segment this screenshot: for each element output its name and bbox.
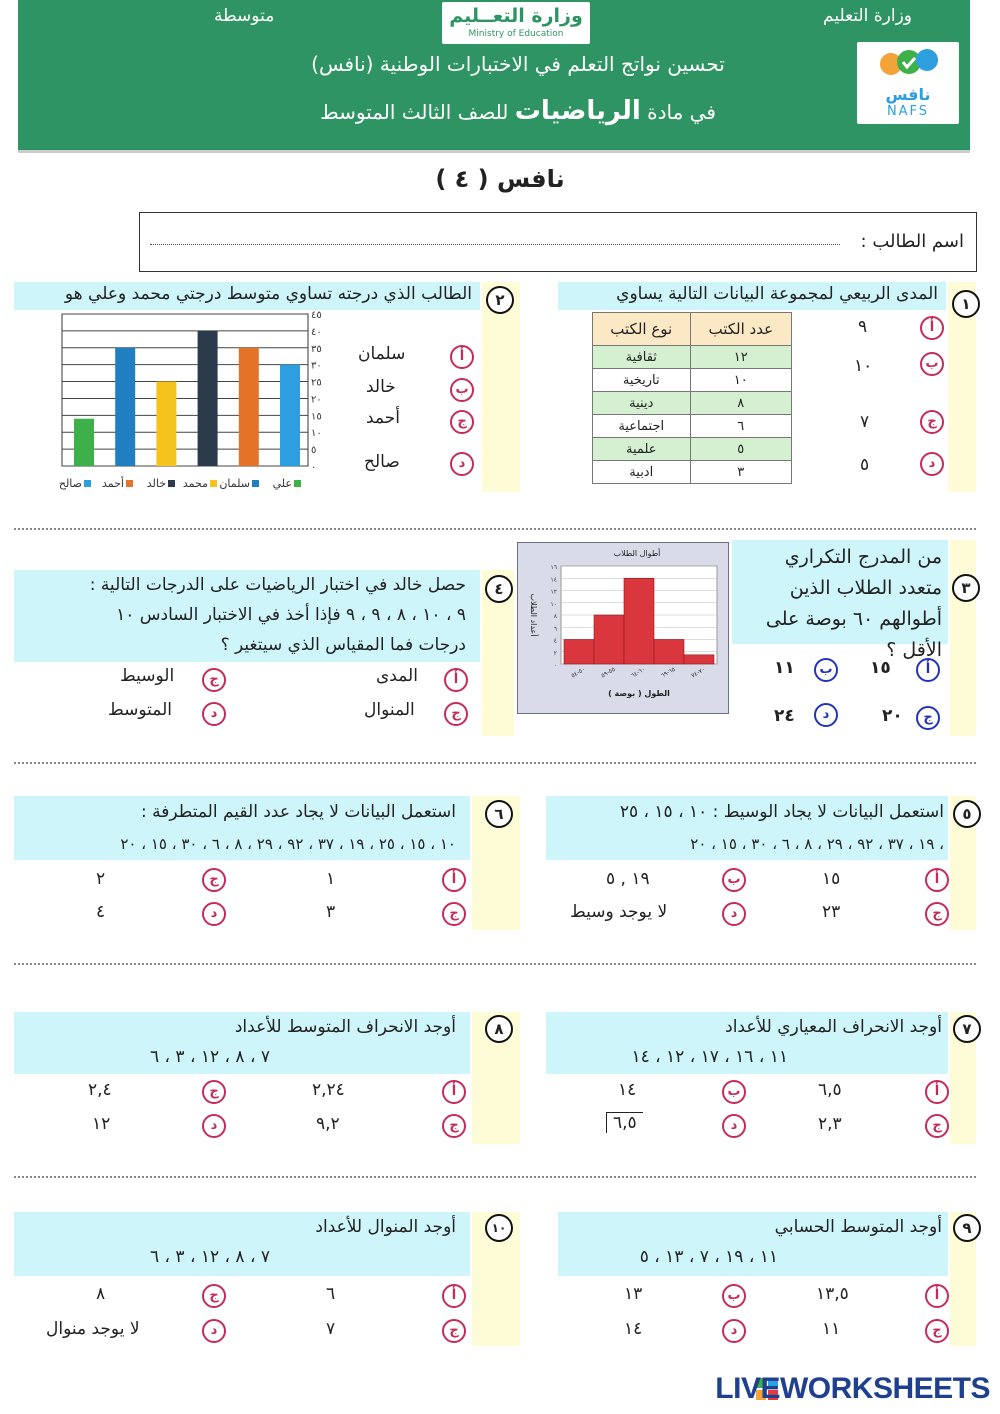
- table-row: ٨ دينية: [593, 392, 792, 415]
- q5-answer-c: ٢٣: [822, 902, 841, 922]
- q6-line2: ١٠ ، ١٥ ، ٢٥ ، ١٩ ، ٣٧ ، ٩٢ ، ٢٩ ، ٨ ، ٦ ، ٣٠ ، ١٥ ، ٢٠: [120, 835, 456, 853]
- bar-2: [156, 382, 176, 466]
- q6-option-d[interactable]: د: [202, 902, 226, 926]
- q10-answer-b: ٨: [96, 1284, 106, 1304]
- q1-answer-c: ٧: [860, 412, 870, 432]
- q6-option-a[interactable]: أ: [442, 868, 466, 892]
- q5-line2: ، ١٩ ، ٣٧ ، ٩٢ ، ٢٩ ، ٨ ، ٦ ، ٣٠ ، ١٥ ، ٢٠: [690, 835, 944, 853]
- q5-line1: استعمل البيانات لا يجاد الوسيط : ١٠ ، ١٥ ، ٢٥: [619, 802, 944, 822]
- q3-number: ٣: [952, 574, 980, 602]
- q9-option-a[interactable]: أ: [925, 1284, 949, 1308]
- q4-option-d[interactable]: د: [202, 702, 226, 726]
- q6-answer-b: ٢: [96, 869, 106, 889]
- q3-answer-c: ٢٠: [882, 706, 903, 726]
- q8-answer-d: ١٢: [92, 1114, 111, 1134]
- q4-answer-a: المدى: [376, 666, 418, 686]
- q5-number: ٥: [953, 800, 981, 828]
- q7-option-d[interactable]: د: [722, 1114, 746, 1138]
- q1-answer-a: ٩: [858, 317, 868, 337]
- q5-question: [546, 796, 948, 860]
- q2-answer-c: أحمد: [366, 408, 400, 428]
- q1-answer-d: ٥: [860, 455, 870, 475]
- q10-answer-c: ٧: [326, 1319, 336, 1339]
- legend-label: صالح: [58, 477, 82, 490]
- q10-number: ١٠: [485, 1214, 513, 1242]
- q4-answer-c: المنوال: [364, 700, 415, 720]
- legend-swatch: [168, 480, 175, 487]
- divider: [14, 1176, 976, 1178]
- histogram-bar-3: [654, 640, 684, 665]
- q2-option-d[interactable]: د: [450, 452, 474, 476]
- q7-answer-d: ٦,٥: [606, 1112, 643, 1133]
- x-tick-label: ٥٥-٥٩: [599, 665, 617, 680]
- q8-option-a[interactable]: أ: [442, 1080, 466, 1104]
- nafs-logo-icon: [857, 42, 959, 82]
- q2-answer-d: صالح: [364, 452, 400, 472]
- x-tick-label: ٦٠-٦٤: [629, 665, 647, 680]
- q9-question: [558, 1212, 948, 1276]
- q5-option-c[interactable]: ج: [925, 902, 949, 926]
- y-axis-label: أعداد الطلاب: [529, 593, 538, 637]
- q1-option-c[interactable]: ج: [920, 410, 944, 434]
- q9-answer-d: ١٤: [624, 1319, 643, 1339]
- y-tick-label: ١٠: [550, 600, 557, 608]
- q4-line3: درجات فما المقياس الذي سيتغير ؟: [220, 635, 466, 655]
- y-tick-label: ١٥: [311, 411, 322, 423]
- legend-swatch: [210, 480, 217, 487]
- q1-answer-b: ١٠: [854, 356, 873, 376]
- table-row: ١٢ ثقافية: [593, 346, 792, 369]
- nafs-logo-ar: نافس: [885, 85, 931, 104]
- q8-option-c[interactable]: ج: [442, 1114, 466, 1138]
- q4-option-c[interactable]: ج: [444, 702, 468, 726]
- q5-answer-a: ١٥: [822, 869, 841, 889]
- q9-option-c[interactable]: ج: [925, 1319, 949, 1343]
- y-tick-label: ١٢: [550, 588, 557, 596]
- q9-line1: أوجد المتوسط الحسابي: [774, 1217, 942, 1237]
- bar-3: [198, 331, 218, 466]
- q1-option-d[interactable]: د: [920, 452, 944, 476]
- school-level-label: متوسطة: [214, 6, 275, 26]
- bar-5: [280, 365, 300, 466]
- plot-area: [62, 314, 308, 466]
- legend-label: محمد: [182, 477, 208, 490]
- q3-histogram: [517, 542, 729, 714]
- q6-line1: استعمل البيانات لا يجاد عدد القيم المتطرفة :: [141, 802, 456, 822]
- q6-answer-a: ١: [326, 869, 336, 889]
- q9-answer-c: ١١: [822, 1319, 841, 1339]
- table-row: ٥ علمية: [593, 438, 792, 461]
- table-row: ٣ ادبية: [593, 461, 792, 484]
- q9-number: ٩: [953, 1214, 981, 1242]
- q9-line2: ١١ ، ١٩ ، ٧ ، ١٣ ، ٥: [639, 1247, 778, 1267]
- ministry-logo-en: Ministry of Education: [468, 29, 564, 39]
- q2-option-c[interactable]: ج: [450, 410, 474, 434]
- y-tick-label: ١٦: [550, 564, 557, 571]
- q7-answer-a: ٦,٥: [818, 1080, 842, 1100]
- q2-option-b[interactable]: ب: [450, 378, 474, 402]
- q8-answer-a: ٢,٢٤: [312, 1080, 345, 1100]
- table-row: ٦ اجتماعية: [593, 415, 792, 438]
- y-tick-label: ٠: [311, 462, 317, 473]
- legend-swatch: [252, 480, 259, 487]
- bar-4: [239, 348, 259, 466]
- q2-answer-b: خالد: [366, 377, 396, 397]
- q6-number: ٦: [485, 800, 513, 828]
- q10-line1: أوجد المنوال للأعداد: [315, 1217, 456, 1237]
- q5-option-b[interactable]: ب: [722, 868, 746, 892]
- q5-answer-d: لا يوجد وسيط: [570, 902, 668, 922]
- q8-line1: أوجد الانحراف المتوسط للأعداد: [234, 1017, 456, 1037]
- nafs-logo: [857, 42, 959, 124]
- student-name-box: [139, 212, 977, 272]
- q8-line2: ٧ ، ٨ ، ١٢ ، ٣ ، ٦: [149, 1047, 270, 1067]
- sheet-title: نافس ( ٤ ): [435, 165, 565, 193]
- y-tick-label: ٥: [311, 445, 317, 457]
- q3-answer-a: ١٥: [870, 658, 891, 678]
- q6-option-b[interactable]: ج: [202, 868, 226, 892]
- q6-answer-c: ٣: [326, 902, 336, 922]
- q6-question: [14, 796, 470, 860]
- table-header: نوع الكتب: [593, 313, 691, 346]
- q3-option-d[interactable]: د: [814, 703, 838, 727]
- q7-number: ٧: [953, 1015, 981, 1043]
- q2-bar-chart: [56, 310, 326, 492]
- q10-option-b[interactable]: ج: [202, 1284, 226, 1308]
- q5-answer-b: ١٩ , ٥: [606, 869, 650, 889]
- q7-option-b[interactable]: ب: [722, 1080, 746, 1104]
- q3-question: [732, 540, 948, 661]
- nafs-logo-en: NAFS: [886, 104, 930, 119]
- q2-option-a[interactable]: أ: [450, 345, 474, 369]
- q3-option-b[interactable]: ب: [814, 658, 838, 682]
- y-tick-label: ١٠: [311, 428, 322, 440]
- x-tick-label: ٥٠-٥٤: [569, 665, 587, 680]
- q8-number: ٨: [485, 1015, 513, 1043]
- q8-question: [14, 1012, 470, 1074]
- q7-option-c[interactable]: ج: [925, 1114, 949, 1138]
- q4-line1: حصل خالد في اختبار الرياضيات على الدرجات التالية :: [89, 575, 466, 595]
- table-header: عدد الكتب: [690, 313, 791, 346]
- divider: [14, 528, 976, 530]
- histogram-bar-0: [564, 640, 594, 665]
- q3-number-column: [950, 540, 976, 736]
- y-tick-label: ٤٥: [311, 310, 322, 321]
- q10-option-c[interactable]: ج: [442, 1319, 466, 1343]
- header-title-line2: في مادة الرياضيات للصف الثالث المتوسط: [320, 96, 716, 126]
- q1-option-a[interactable]: أ: [920, 316, 944, 340]
- q8-option-b[interactable]: ج: [202, 1080, 226, 1104]
- q6-answer-d: ٤: [96, 902, 106, 922]
- x-tick-label: ٧٠-٧٤: [689, 665, 707, 680]
- q3-option-c[interactable]: ج: [916, 706, 940, 730]
- legend-label: علي: [272, 477, 292, 490]
- q5-option-d[interactable]: د: [722, 902, 746, 926]
- q2-answer-a: سلمان: [358, 344, 406, 364]
- q4-line2: ٩ ، ١٠ ، ٨ ، ٩ ، ٩ فإذا أخذ في الاختبار السادس ١٠: [116, 605, 466, 625]
- q4-question: [14, 570, 480, 662]
- q2-text: الطالب الذي درجته تساوي متوسط درجتي محمد وعلي هو: [64, 284, 472, 304]
- divider: [14, 963, 976, 965]
- student-name-input[interactable]: [150, 244, 840, 245]
- y-tick-label: ٣٥: [311, 343, 322, 355]
- y-tick-label: ٠: [553, 662, 557, 669]
- q10-line2: ٧ ، ٨ ، ١٢ ، ٣ ، ٦: [149, 1247, 270, 1267]
- y-tick-label: ٤: [553, 637, 557, 645]
- q10-option-d[interactable]: د: [202, 1319, 226, 1343]
- q4-option-b[interactable]: ج: [202, 668, 226, 692]
- legend-swatch: [126, 480, 133, 487]
- q7-line2: ١١ ، ١٦ ، ١٧ ، ١٢ ، ١٤: [631, 1047, 788, 1067]
- q3-answer-d: ٢٤: [774, 706, 795, 726]
- q7-answer-c: ٢,٣: [818, 1114, 842, 1134]
- ministry-logo-ar: وزارة التعــليم: [449, 5, 583, 27]
- q10-answer-a: ٦: [326, 1284, 336, 1304]
- q4-option-a[interactable]: أ: [444, 668, 468, 692]
- q3-text: من المدرج التكراري متعدد الطلاب الذين أطوالهم ٦٠ بوصة على الأقل ؟: [765, 546, 942, 661]
- bar-0: [74, 419, 94, 466]
- q1-option-b[interactable]: ب: [920, 352, 944, 376]
- q8-answer-b: ٢,٤: [88, 1080, 112, 1100]
- x-tick-label: ٦٥-٦٩: [659, 665, 677, 680]
- q3-option-a[interactable]: أ: [916, 658, 940, 682]
- q7-option-a[interactable]: أ: [925, 1080, 949, 1104]
- q8-option-d[interactable]: د: [202, 1114, 226, 1138]
- q7-answer-b: ١٤: [618, 1080, 637, 1100]
- q7-line1: أوجد الانحراف المعياري للأعداد: [725, 1017, 942, 1037]
- q10-answer-d: لا يوجد منوال: [46, 1319, 140, 1339]
- header-banner: [18, 0, 970, 153]
- histogram-bar-4: [684, 655, 714, 664]
- legend-label: خالد: [146, 477, 166, 490]
- q10-question: [14, 1212, 470, 1276]
- legend-swatch: [84, 480, 91, 487]
- q8-answer-c: ٩,٢: [316, 1114, 340, 1134]
- q10-option-a[interactable]: أ: [442, 1284, 466, 1308]
- q9-answer-a: ١٣,٥: [816, 1284, 849, 1304]
- q4-number: ٤: [485, 575, 513, 603]
- header-title-line1: تحسين نواتج التعلم في الاختبارات الوطنية (نافس): [311, 52, 725, 76]
- table-row: ١٠ تاريخية: [593, 369, 792, 392]
- q4-answer-b: الوسيط: [120, 666, 175, 686]
- histogram-bar-2: [624, 578, 654, 664]
- q5-option-a[interactable]: أ: [925, 868, 949, 892]
- chart-title: أطوال الطلاب: [613, 549, 661, 558]
- q3-answer-b: ١١: [774, 658, 795, 678]
- y-tick-label: ٦: [553, 625, 557, 633]
- y-tick-label: ٢٥: [311, 377, 322, 389]
- y-tick-label: ٢٠: [311, 394, 322, 406]
- histogram-bar-1: [594, 615, 624, 664]
- q7-question: [546, 1012, 948, 1074]
- legend-label: سلمان: [219, 477, 250, 490]
- y-tick-label: ٨: [553, 613, 557, 620]
- q1-books-table: [592, 312, 792, 484]
- q2-number: ٢: [486, 286, 514, 314]
- bar-1: [115, 348, 135, 466]
- y-tick-label: ٢: [553, 649, 557, 657]
- q9-answer-b: ١٣: [624, 1284, 643, 1304]
- ministry-label: وزارة التعليم: [823, 6, 912, 26]
- y-tick-label: ٣٠: [311, 360, 322, 372]
- q1-text: المدى الربيعي لمجموعة البيانات التالية يساوي: [616, 284, 938, 304]
- x-axis-label: الطول ( بوصة ): [608, 689, 670, 698]
- q1-number: ١: [952, 290, 980, 318]
- y-tick-label: ١٤: [550, 576, 557, 584]
- q2-question: [14, 282, 480, 310]
- ministry-logo: [442, 2, 590, 44]
- liveworksheets-brand: LIVEWORKSHEETS: [715, 1372, 990, 1405]
- q9-option-b[interactable]: ب: [722, 1284, 746, 1308]
- legend-swatch: [294, 480, 301, 487]
- q9-option-d[interactable]: د: [722, 1319, 746, 1343]
- q1-question: [558, 282, 946, 310]
- y-tick-label: ٤٠: [311, 326, 322, 338]
- legend-label: أحمد: [102, 477, 124, 490]
- q6-option-c[interactable]: ج: [442, 902, 466, 926]
- student-name-label: اسم الطالب :: [860, 231, 964, 252]
- divider: [14, 762, 976, 764]
- q4-answer-d: المتوسط: [108, 700, 173, 720]
